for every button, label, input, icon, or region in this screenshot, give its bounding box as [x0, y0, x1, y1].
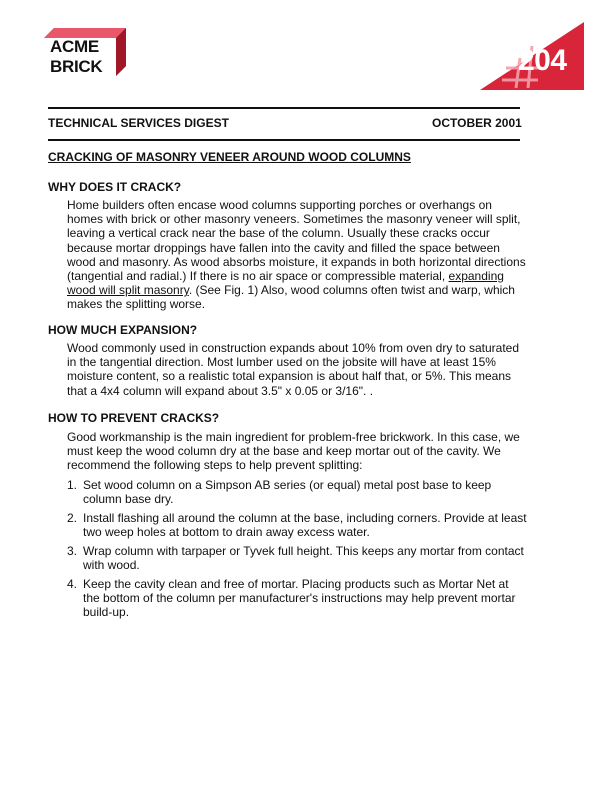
digest-number: 204: [518, 44, 567, 77]
list-item-text: Keep the cavity clean and free of mortar. Placing products such as Mortar Net at the bottom of the column per manufacturer's instructions may help prevent mortar build-up.: [83, 577, 516, 620]
section-body-why-crack: [67, 198, 527, 312]
list-item-number: 3.: [67, 544, 78, 558]
publication-date: OCTOBER 2001: [432, 116, 522, 130]
list-item-text: Wrap column with tarpaper or Tyvek full height. This keeps any mortar from contact with wood.: [83, 544, 524, 573]
list-item: [67, 478, 527, 506]
section-body-how-to-prevent: Good workmanship is the main ingredient for problem-free brickwork. In this case, we must keep the wood column dry at the base and keep mortar out of the cavity. We recommend the following steps to help prevent splitting:: [67, 430, 520, 473]
body-text: Home builders often encase wood columns supporting porches or overhangs on homes with brick or other masonry veneers. Sometimes the masonry veneer will split, leaving a vertical crack near the base of the column. Usually these cracks occur because mortar droppings have fallen into the cavity and filled the space between wood and masonry. As wood absorbs moisture, it expands in both horizontal directions (tangential and radial.) If there is no air space or compressible material,: [67, 198, 526, 284]
body-text-continued: . (See Fig. 1) Also, wood columns often twist and warp, which makes the splitting worse.: [67, 283, 515, 312]
list-item: [67, 544, 527, 572]
logo-text-acme: ACME: [50, 37, 99, 56]
header-top-rule: [48, 107, 520, 109]
logo-text-brick: BRICK: [50, 57, 103, 76]
document-title: CRACKING OF MASONRY VENEER AROUND WOOD COLUMNS: [48, 150, 411, 164]
acme-brick-logo: [44, 28, 136, 76]
list-item-text: Install flashing all around the column at the base, including corners. Provide at least two weep holes at bottom to drain away excess water.: [83, 511, 527, 540]
section-heading-why-crack: WHY DOES IT CRACK?: [48, 180, 182, 194]
list-item-number: 1.: [67, 478, 78, 492]
section-heading-how-to-prevent: HOW TO PREVENT CRACKS?: [48, 411, 220, 425]
section-heading-how-much-expansion: HOW MUCH EXPANSION?: [48, 323, 198, 337]
list-item-text: Set wood column on a Simpson AB series (or equal) metal post base to keep column base dry.: [83, 478, 492, 507]
list-item: [67, 577, 527, 620]
list-item-number: 2.: [67, 511, 78, 525]
list-item-number: 4.: [67, 577, 78, 591]
header-bottom-rule: [48, 139, 520, 141]
underlined-text: expanding wood will split masonry: [67, 269, 504, 298]
list-item: [67, 511, 527, 539]
section-body-how-much-expansion: Wood commonly used in construction expands about 10% from oven dry to saturated in the tangential direction. Most lumber used on the jobsite will have at least 15% moisture content, so a realistic total expansion is about half that, or 5%. This means that a 4x4 column will expand about 3.5" x 0.05 or 3/16". .: [67, 341, 520, 398]
publication-name: TECHNICAL SERVICES DIGEST: [48, 116, 229, 130]
